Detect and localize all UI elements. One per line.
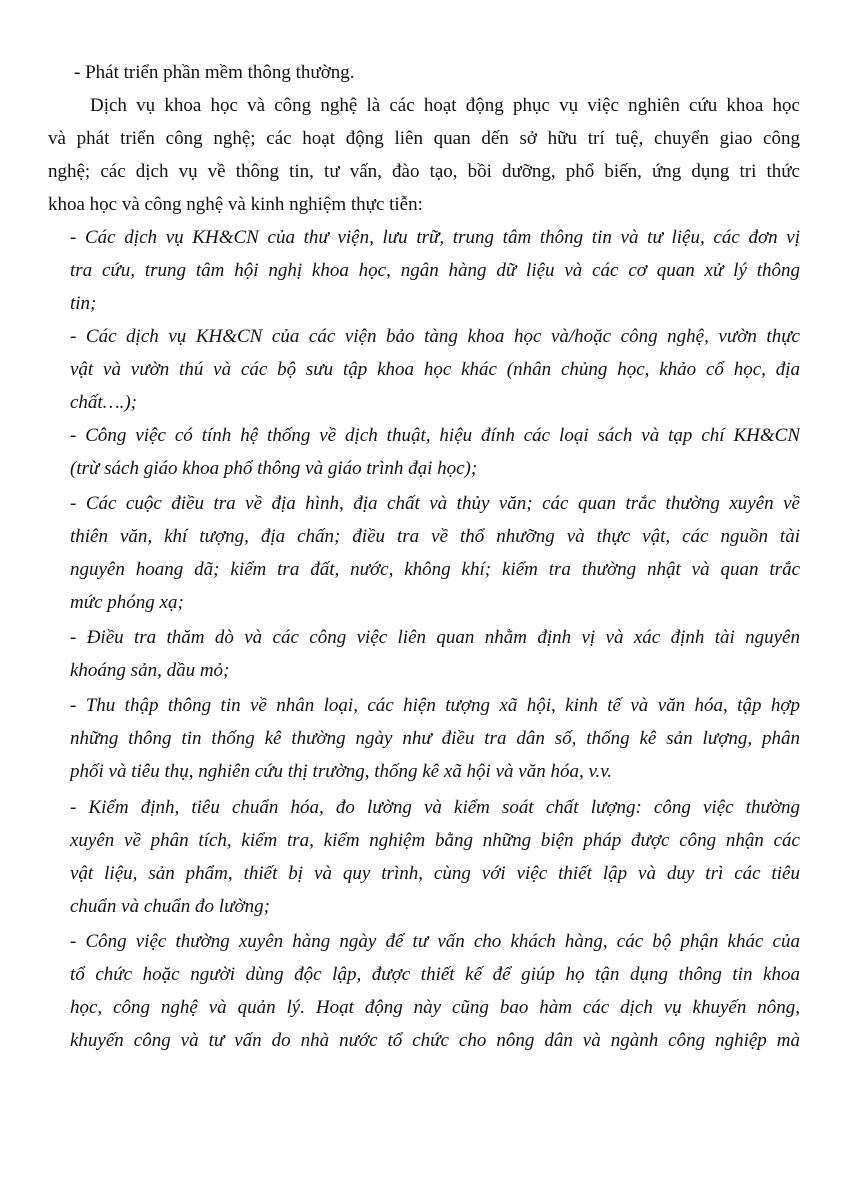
text-line: thiên văn, khí tượng, địa chấn; điều tra về thổ nhưỡng và thực vật, các nguồn tài [70, 526, 800, 547]
text-line-bullet-exploration: - Điều tra thăm dò và các công việc liên quan nhằm định vị và xác định tài nguyên [70, 627, 800, 648]
text-line: khoa học và công nghệ và kinh nghiệm thực tiễn: [48, 194, 423, 215]
text-line: học, công nghệ và quản lý. Hoạt động này cũng bao hàm các dịch vụ khuyến nông, [70, 997, 800, 1018]
text-line-bullet-translation: - Công việc có tính hệ thống về dịch thuật, hiệu đính các loại sách và tạp chí KH&CN [70, 425, 800, 446]
text-line: vật và vườn thú và các bộ sưu tập khoa học khác (nhân chủng học, khảo cổ học, địa [70, 359, 800, 380]
text-line-bullet-software: - Phát triển phần mềm thông thường. [74, 62, 355, 83]
text-line: tra cứu, trung tâm hội nghị khoa học, ngân hàng dữ liệu và các cơ quan xử lý thông [70, 260, 800, 281]
text-line-bullet-museum-services: - Các dịch vụ KH&CN của các viện bảo tàng khoa học và/hoặc công nghệ, vườn thực [70, 326, 800, 347]
text-line-bullet-consulting: - Công việc thường xuyên hàng ngày để tư vấn cho khách hàng, các bộ phận khác của [70, 931, 800, 952]
text-line-bullet-quality-control: - Kiểm định, tiêu chuẩn hóa, đo lường và kiểm soát chất lượng: công việc thường [70, 797, 800, 818]
text-line: mức phóng xạ; [70, 592, 184, 613]
text-line: (trừ sách giáo khoa phổ thông và giáo trình đại học); [70, 458, 478, 479]
text-line-bullet-library-services: - Các dịch vụ KH&CN của thư viện, lưu trữ, trung tâm thông tin và tư liệu, các đơn vị [70, 227, 800, 248]
text-line: xuyên về phân tích, kiểm tra, kiểm nghiệm bằng những biện pháp được công nhận các [70, 830, 800, 851]
text-line-bullet-statistics: - Thu thập thông tin về nhân loại, các hiện tượng xã hội, kinh tế và văn hóa, tập hợp [70, 695, 800, 716]
text-line: những thông tin thống kê thường ngày như điều tra dân số, thống kê sản lượng, phân [70, 728, 800, 749]
text-line: nguyên hoang dã; kiểm tra đất, nước, không khí; kiểm tra thường nhật và quan trắc [70, 559, 800, 580]
text-line: và phát triển công nghệ; các hoạt động liên quan dến sở hữu trí tuệ, chuyển giao công [48, 128, 800, 149]
text-line: khoáng sản, dầu mỏ; [70, 660, 230, 681]
text-line: phối và tiêu thụ, nghiên cứu thị trường, thống kê xã hội và văn hóa, v.v. [70, 761, 612, 782]
text-line: khuyến công và tư vấn do nhà nước tổ chức cho nông dân và ngành công nghiệp mà [70, 1030, 800, 1051]
text-line: chuẩn và chuẩn đo lường; [70, 896, 270, 917]
text-line-paragraph-intro: Dịch vụ khoa học và công nghệ là các hoạt động phục vụ việc nghiên cứu khoa học [90, 95, 800, 116]
text-line: chất….); [70, 392, 138, 413]
text-line: tin; [70, 293, 97, 314]
text-line: vật liệu, sản phẩm, thiết bị và quy trình, cùng với việc thiết lập và duy trì các tiêu [70, 863, 800, 884]
text-line: nghệ; các dịch vụ về thông tin, tư vấn, đào tạo, bồi dưỡng, phổ biến, ứng dụng tri thức [48, 161, 800, 182]
text-line: tổ chức hoặc người dùng độc lập, được thiết kế để giúp họ tận dụng thông tin khoa [70, 964, 800, 985]
text-line-bullet-surveys: - Các cuộc điều tra về địa hình, địa chất và thủy văn; các quan trắc thường xuyên về [70, 493, 800, 514]
